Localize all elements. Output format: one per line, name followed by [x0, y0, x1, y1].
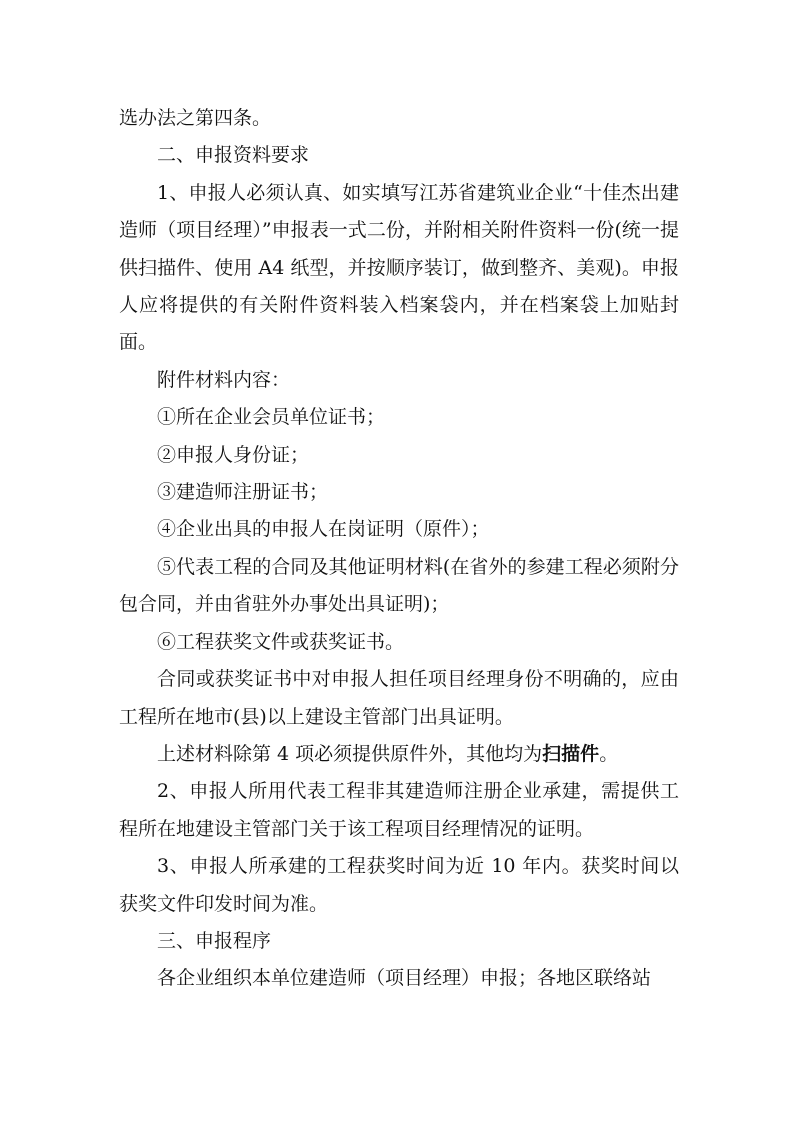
scan-copy-emphasis: 扫描件 — [542, 742, 600, 765]
original-requirement-end: 。 — [599, 742, 619, 765]
attachment-item-5: ⑤代表工程的合同及其他证明材料(在省外的参建工程必须附分包合同，并由省驻外办事处出具证明)； — [119, 555, 679, 616]
paragraph-procedure: 各企业组织本单位建造师（项目经理）申报；各地区联络站 — [157, 967, 652, 990]
section-heading-application-procedure: 三、申报程序 — [157, 929, 272, 952]
paragraph-original-requirement — [119, 736, 679, 773]
attachment-item-6: ⑥工程获奖文件或获奖证书。 — [157, 630, 405, 653]
attachment-item-4: ④企业出具的申报人在岗证明（原件）； — [157, 518, 490, 541]
attachment-item-1: ①所在企业会员单位证书； — [157, 406, 386, 429]
paragraph-requirement-3: 3、申报人所承建的工程获奖时间为近 10 年内。获奖时间以获奖文件印发时间为准。 — [119, 855, 679, 915]
paragraph-continuation: 选办法之第四条。 — [119, 107, 272, 129]
paragraph-requirement-1: 1、申报人必须认真、如实填写江苏省建筑业企业“十佳杰出建造师（项目经理）”申报表一式二份，并附相关附件资料一份(统一提供扫描件、使用 A4 纸型，并按顺序装订，做到整齐、美观)。申报人应将提供的有关附件资料装入档案袋内，并在档案袋上加贴封面。 — [119, 181, 679, 354]
original-requirement-text: 上述材料除第 4 项必须提供原件外，其他均为 — [157, 742, 543, 765]
attachment-item-2: ②申报人身份证； — [157, 443, 310, 466]
paragraph-unclear-identity: 合同或获奖证书中对申报人担任项目经理身份不明确的，应由工程所在地市(县)以上建设主管部门出具证明。 — [119, 668, 679, 728]
document-body — [119, 100, 679, 998]
attachment-item-3: ③建造师注册证书； — [157, 481, 329, 504]
attachment-list-heading: 附件材料内容： — [157, 368, 291, 391]
paragraph-requirement-2: 2、申报人所用代表工程非其建造师注册企业承建，需提供工程所在地建设主管部门关于该工程项目经理情况的证明。 — [119, 780, 679, 840]
section-heading-application-materials: 二、申报资料要求 — [157, 144, 310, 167]
